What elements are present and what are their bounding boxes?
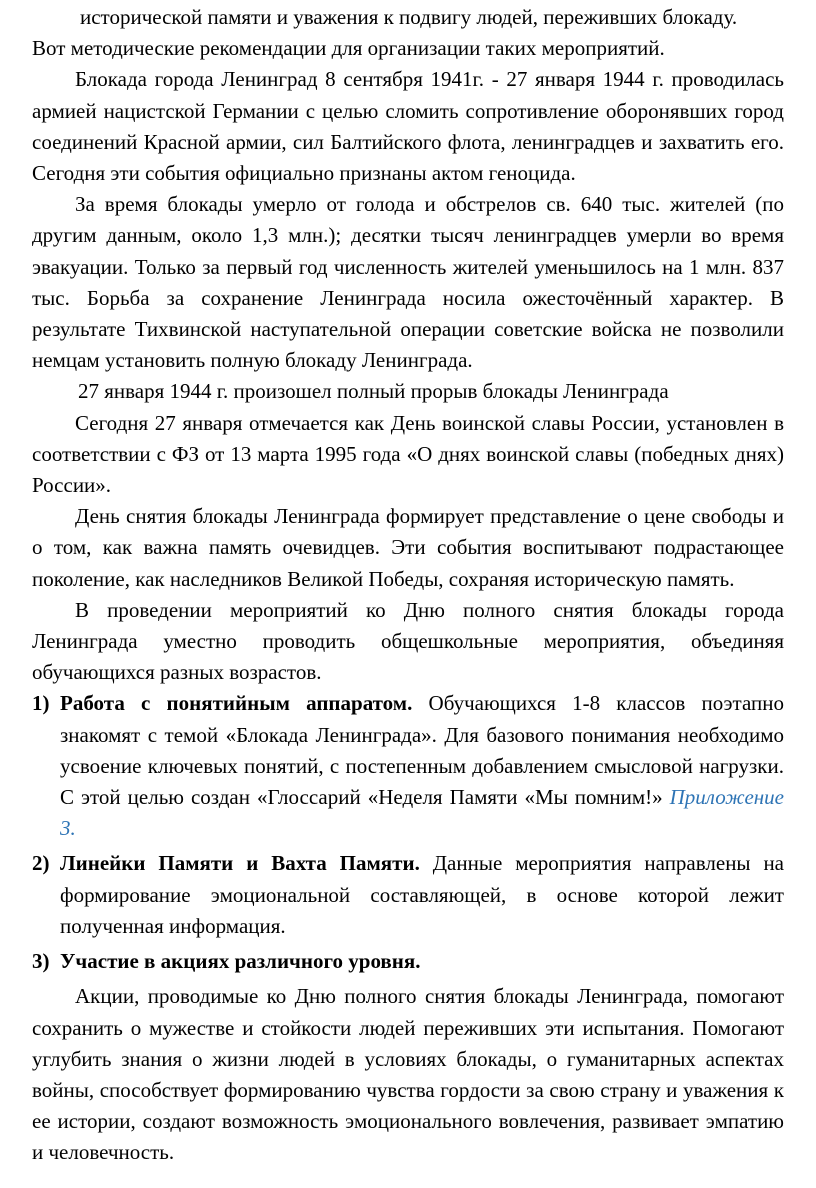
paragraph-casualties: За время блокады умерло от голода и обстрелов св. 640 тыс. жителей (по другим данным, около 1,3 млн.); десятки тысяч ленинградцев умерли во время эвакуации. Только за первый год численность жителей уменьшилось на 1 млн. 837 тыс. Борьба за сохранение Ленинграда носила ожесточённый характер. В результате Тихвинской наступательной операции советские войска не позволили немцам установить полную блокаду Ленинграда. xyxy=(32,192,784,373)
intro-line-2: Вот методические рекомендации для организации таких мероприятий. xyxy=(32,36,665,61)
paragraph-blockade-dates: Блокада города Ленинград 8 сентября 1941г. - 27 января 1944 г. проводилась армией нацистской Германии с целью сломить сопротивление оборонявших город соединений Красной армии, сил Балтийского флота, ленинградцев и захватить его. Сегодня эти события официально признаны актом геноцида. xyxy=(32,67,784,186)
paragraph-actions: Акции, проводимые ко Дню полного снятия блокады Ленинграда, помогают сохранить о мужестве и стойкости людей переживших эти испытания. Помогают углубить знания о жизни людей в условиях блокады, о гуманитарных аспектах войны, способствует формированию чувства гордости за свою страну и уважения к ее истории, создают возможность эмоционального вовлечения, развивает эмпатию и человечность. xyxy=(32,984,784,1165)
paragraph-breakthrough: 27 января 1944 г. произошел полный прорыв блокады Ленинграда xyxy=(78,379,669,404)
list-item-2-title: Линейки Памяти и Вахта Памяти. xyxy=(60,851,420,876)
appendix-link[interactable]: Приложение 3. xyxy=(60,785,784,841)
list-item-1-title: Работа с понятийным аппаратом. xyxy=(60,691,413,716)
list-item-concepts xyxy=(32,688,784,844)
list-item-2-text: Данные мероприятия направлены на формирование эмоциональной составляющей, в основе которой лежит полученная информация. xyxy=(60,851,785,938)
list-number-1: 1) xyxy=(32,691,50,716)
list-item-1-text: Обучающихся 1-8 классов поэтапно знакомят с темой «Блокада Ленинграда». Для базового понимания необходимо усвоение ключевых понятий, с постепенным добавлением смысловой нагрузки. С этой целью создан «Глоссарий «Неделя Памяти «Мы помним!» xyxy=(60,691,784,810)
list-number-3: 3) xyxy=(32,949,50,974)
paragraph-events: В проведении мероприятий ко Дню полного снятия блокады города Ленинграда уместно проводить общешкольные мероприятия, объединяя обучающихся разных возрастов. xyxy=(32,597,784,685)
list-item-memory-lines xyxy=(32,848,784,942)
list-item-3-title: Участие в акциях различного уровня. xyxy=(60,949,421,974)
paragraph-intro-2 xyxy=(32,33,784,64)
intro-line-1: исторической памяти и уважения к подвигу людей, переживших блокаду. xyxy=(80,5,738,29)
paragraph-memory: День снятия блокады Ленинграда формирует представление о цене свободы и о том, как важна память очевидцев. Эти события воспитывают подрастающее поколение, как наследников Великой Победы, сохраняя историческую память. xyxy=(32,504,784,591)
list-item-actions xyxy=(32,946,784,977)
paragraph-intro xyxy=(32,2,784,33)
list-number-2: 2) xyxy=(32,851,50,876)
paragraph-day-of-glory: Сегодня 27 января отмечается как День воинской славы России, установлен в соответствии с ФЗ от 13 марта 1995 года «О днях воинской славы (победных днях) России». xyxy=(32,410,784,498)
